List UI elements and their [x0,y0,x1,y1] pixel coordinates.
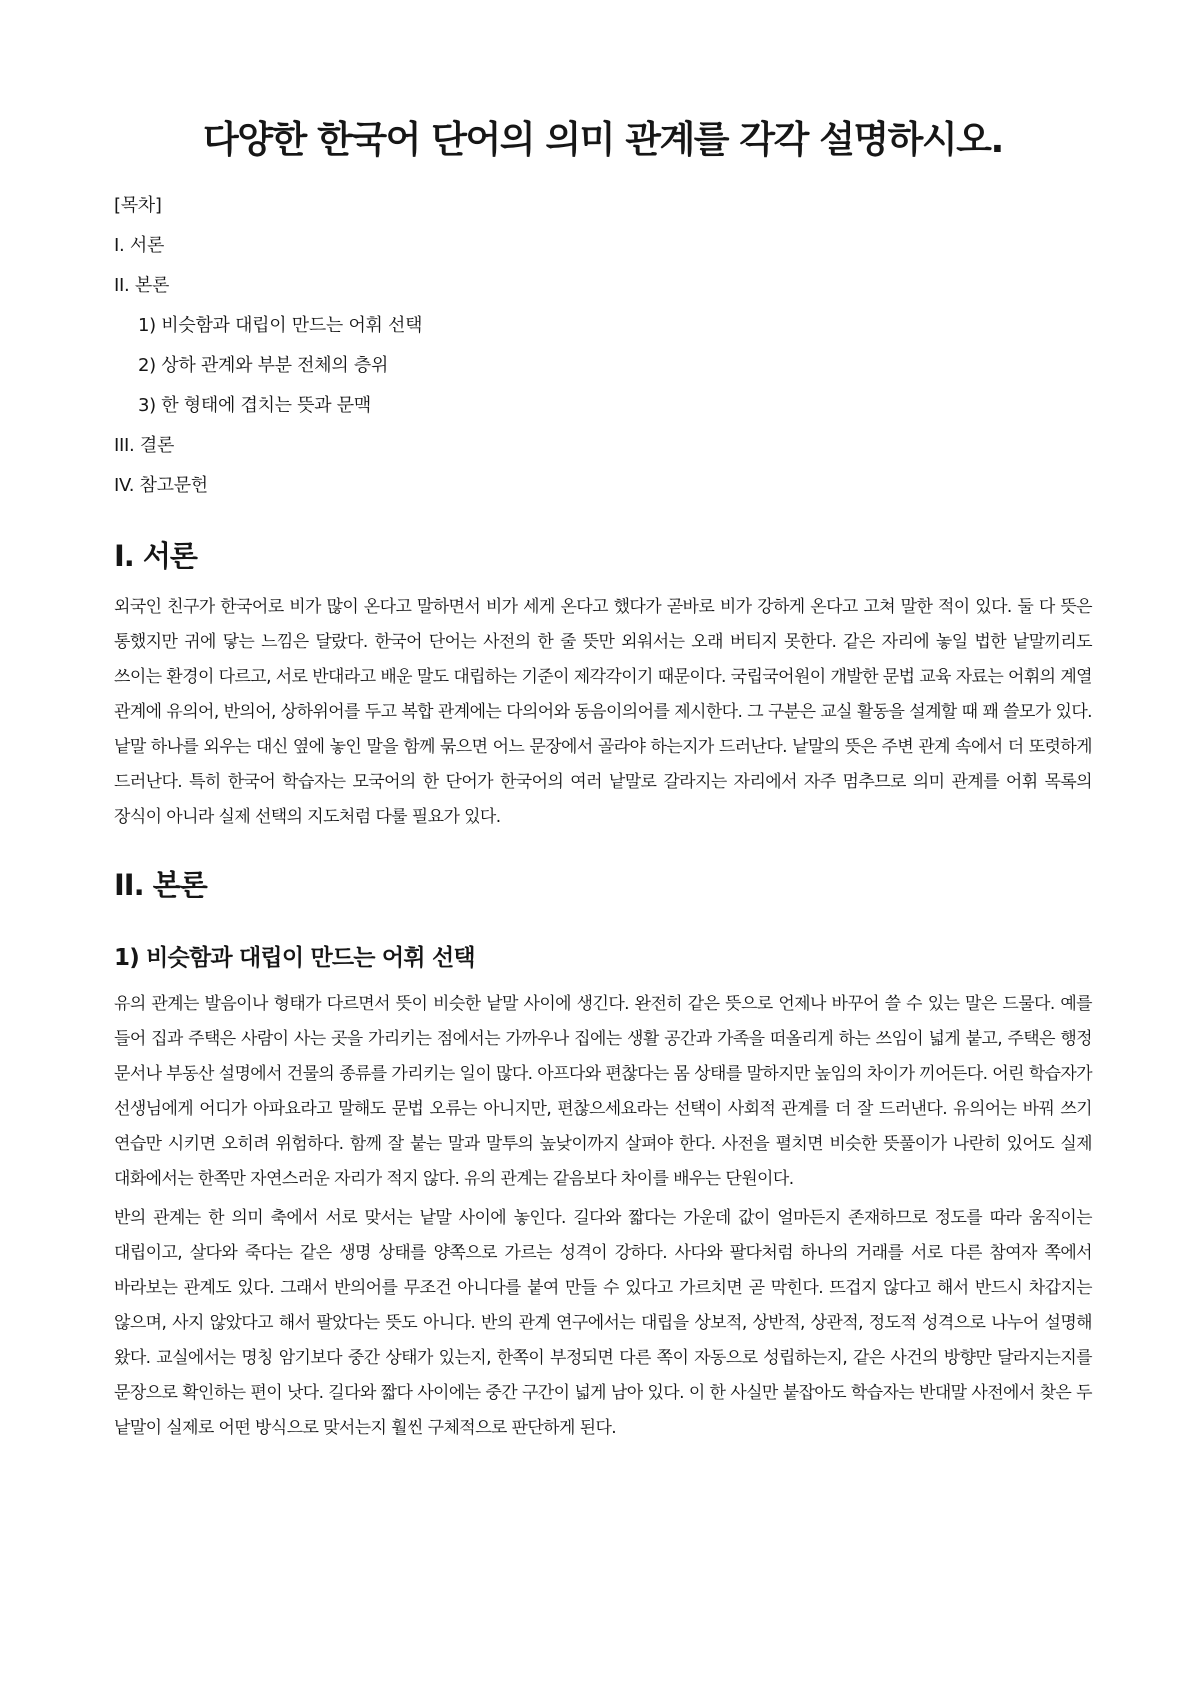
toc-subitem: 2) 상하 관계와 부분 전체의 층위 [138,355,389,376]
toc-subitem: 3) 한 형태에 겹치는 뜻과 문맥 [138,395,371,416]
document-title: 다양한 한국어 단어의 의미 관계를 각각 설명하시오. [203,118,1003,161]
body-paragraph: 유의 관계는 발음이나 형태가 다르면서 뜻이 비슷한 낱말 사이에 생긴다. 완전히 같은 뜻으로 언제나 바꾸어 쓸 수 있는 말은 드물다. 예를 들어 집과 주택은 사람이 사는 곳을 가리키는 점에서는 가까우나 집에는 생활 공간과 가족을 떠올리게 하는 쓰임이 넓게 붙고, 주택은 행정 문서나 부동산 설명에서 건물의 종류를 가리키는 일이 많다. 아프다와 편찮다는 몸 상태를 말하지만 높임의 차이가 끼어든다. 어린 학습자가 선생님에게 어디가 아파요라고 말해도 문법 오류는 아니지만, 편찮으세요라는 선택이 사회적 관계를 더 잘 드러낸다. 유의어는 바꿔 쓰기 연습만 시키면 오히려 위험하다. 함께 잘 붙는 말과 말투의 높낮이까지 살펴야 한다. 사전을 펼치면 비슷한 뜻풀이가 나란히 있어도 실제 대화에서는 한쪽만 자연스러운 자리가 적지 않다. 유의 관계는 같음보다 차이를 배우는 단원이다. [114,994,1092,1189]
body-paragraph: 반의 관계는 한 의미 축에서 서로 맞서는 낱말 사이에 놓인다. 길다와 짧다는 가운데 값이 얼마든지 존재하므로 정도를 따라 움직이는 대립이고, 살다와 죽다는 같은 생명 상태를 양쪽으로 가르는 성격이 강하다. 사다와 팔다처럼 하나의 거래를 서로 다른 참여자 쪽에서 바라보는 관계도 있다. 그래서 반의어를 무조건 아니다를 붙여 만들 수 있다고 가르치면 곧 막힌다. 뜨겁지 않다고 해서 반드시 차갑지는 않으며, 사지 않았다고 해서 팔았다는 뜻도 아니다. 반의 관계 연구에서는 대립을 상보적, 상반적, 상관적, 정도적 성격으로 나누어 설명해 왔다. 교실에서는 명칭 암기보다 중간 상태가 있는지, 한쪽이 부정되면 다른 쪽이 자동으로 성립하는지, 같은 사건의 방향만 달라지는지를 문장으로 확인하는 편이 낫다. 길다와 짧다 사이에는 중간 구간이 넓게 남아 있다. 이 한 사실만 붙잡아도 학습자는 반대말 사전에서 찾은 두 낱말이 실제로 어떤 방식으로 맞서는지 훨씬 구체적으로 판단하게 된다. [114,1208,1092,1438]
section-heading-body: II. 본론 [114,868,207,902]
toc-heading: [목차] [114,195,162,216]
toc-item: III. 결론 [114,435,175,456]
toc-subitem: 1) 비슷함과 대립이 만드는 어휘 선택 [138,315,423,336]
section-heading-intro: I. 서론 [114,539,197,573]
toc-item: I. 서론 [114,235,165,256]
table-of-contents [114,186,1092,506]
toc-item: II. 본론 [114,275,170,296]
intro-paragraph: 외국인 친구가 한국어로 비가 많이 온다고 말하면서 비가 세게 온다고 했다가 곧바로 비가 강하게 온다고 고쳐 말한 적이 있다. 둘 다 뜻은 통했지만 귀에 닿는 느낌은 달랐다. 한국어 단어는 사전의 한 줄 뜻만 외워서는 오래 버티지 못한다. 같은 자리에 놓일 법한 낱말끼리도 쓰이는 환경이 다르고, 서로 반대라고 배운 말도 대립하는 기준이 제각각이기 때문이다. 국립국어원이 개발한 문법 교육 자료는 어휘의 계열 관계에 유의어, 반의어, 상하위어를 두고 복합 관계에는 다의어와 동음이의어를 제시한다. 그 구분은 교실 활동을 설계할 때 꽤 쓸모가 있다. 낱말 하나를 외우는 대신 옆에 놓인 말을 함께 묶으면 어느 문장에서 골라야 하는지가 드러난다. 낱말의 뜻은 주변 관계 속에서 더 또렷하게 드러난다. 특히 한국어 학습자는 모국어의 한 단어가 한국어의 여러 낱말로 갈라지는 자리에서 자주 멈추므로 의미 관계를 어휘 목록의 장식이 아니라 실제 선택의 지도처럼 다룰 필요가 있다. [114,597,1092,827]
subsection-heading-synonymy-antonymy: 1) 비슷함과 대립이 만드는 어휘 선택 [114,945,475,971]
toc-item: IV. 참고문헌 [114,475,208,496]
